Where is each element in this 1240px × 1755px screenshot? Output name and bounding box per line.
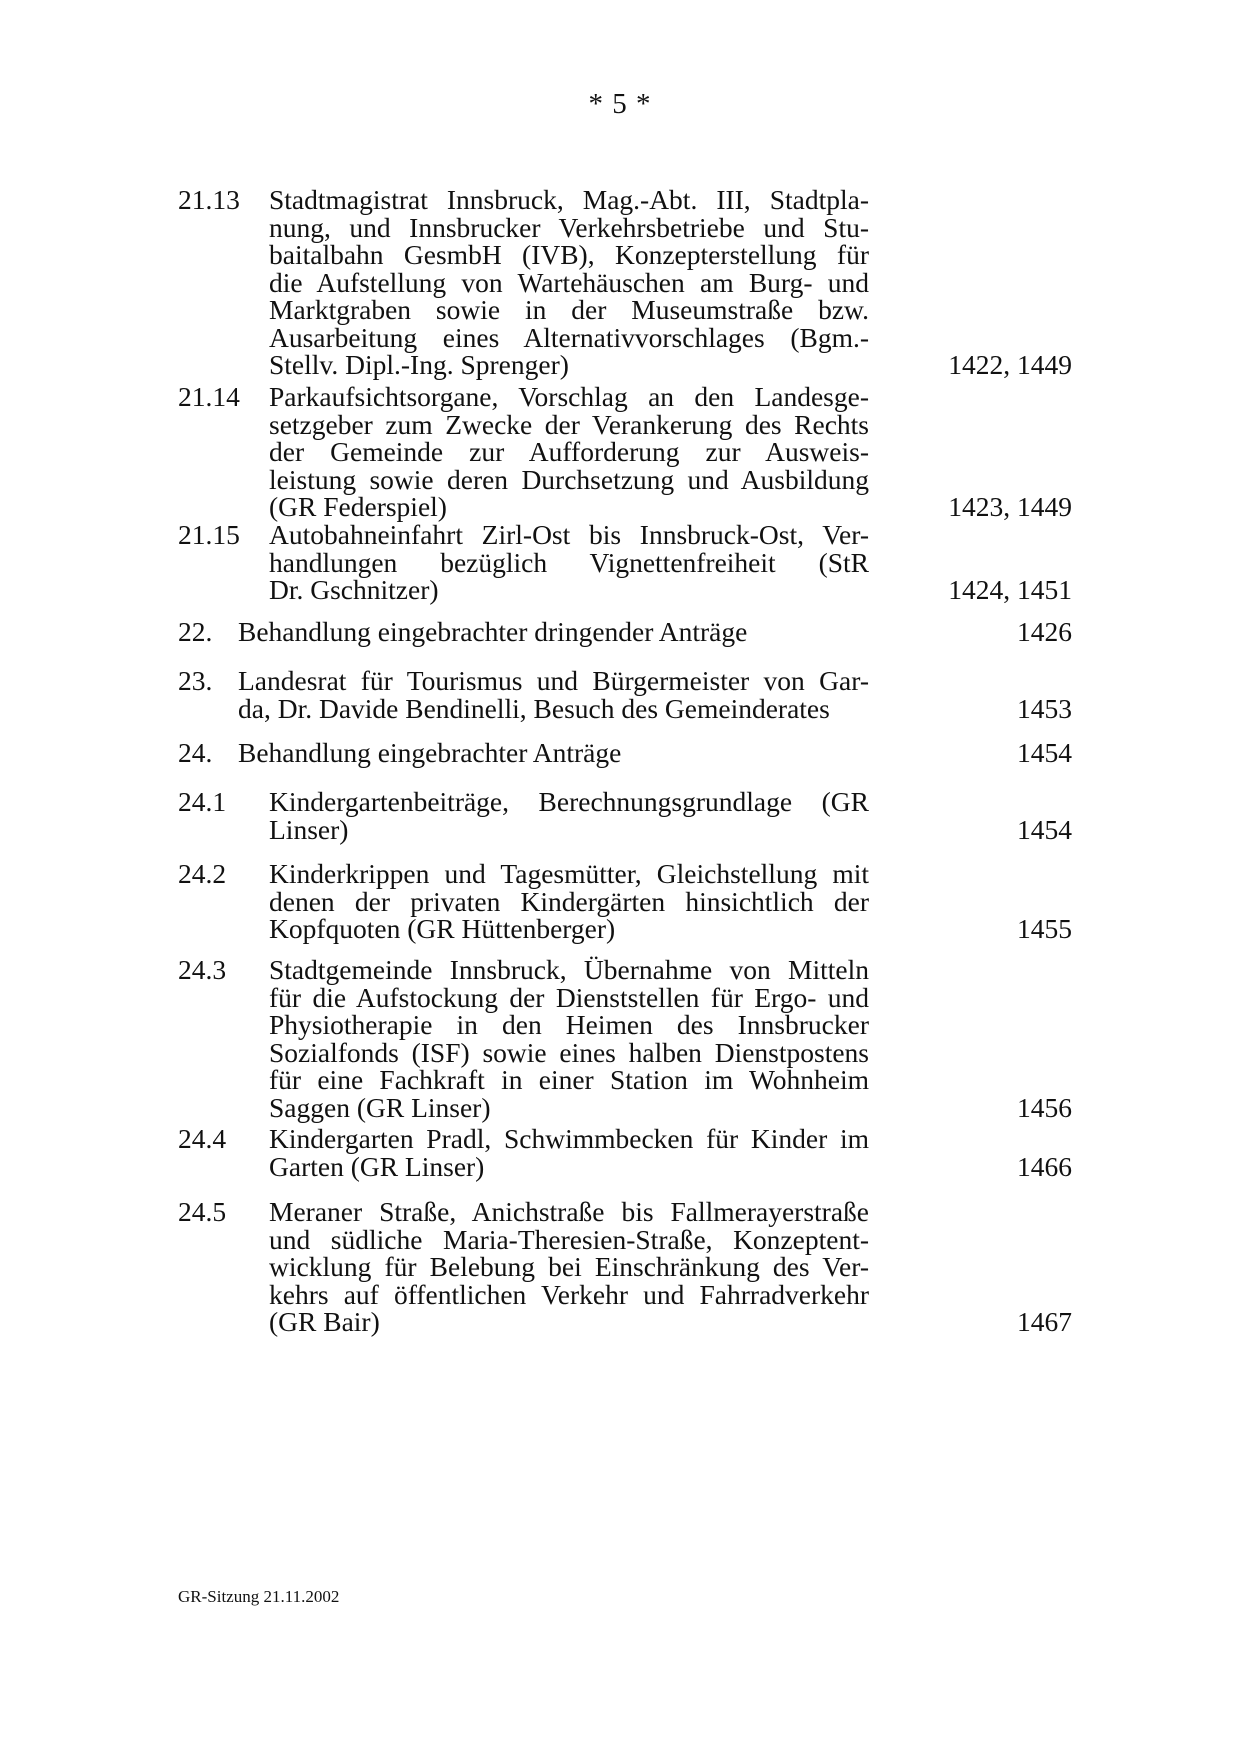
toc-entry-title-line: (GR Bair) bbox=[269, 1306, 380, 1337]
toc-entry-title-line: Physiotherapie in den Heimen des Innsbrucker bbox=[269, 1009, 869, 1040]
toc-entry bbox=[178, 1198, 1072, 1336]
toc-entry-title-line: Kindergartenbeiträge, Berechnungsgrundlage (GR bbox=[269, 786, 869, 817]
toc-entry-number: 24.4 bbox=[178, 1123, 227, 1154]
toc-entry-title-line: Behandlung eingebrachter Anträge bbox=[238, 737, 622, 768]
toc-entry-title-line: handlungen bezüglich Vignettenfreiheit (StR bbox=[269, 546, 869, 578]
toc-entry-pages: 1422, 1449 bbox=[948, 349, 1072, 380]
toc-entry-pages: 1466 bbox=[1017, 1150, 1072, 1182]
toc-entry-pages: 1423, 1449 bbox=[948, 491, 1072, 522]
toc-entry-pages: 1453 bbox=[1017, 692, 1072, 724]
toc-entry-number: 21.14 bbox=[178, 381, 240, 412]
toc-entry-title-line: Stadtgemeinde Innsbruck, Übernahme von Mitteln bbox=[269, 954, 869, 985]
toc-entry bbox=[178, 788, 1072, 843]
toc-entry-title-line: Landesrat für Tourismus und Bürgermeister von Gar- bbox=[238, 665, 869, 696]
toc-entry-title bbox=[269, 1125, 1069, 1180]
toc-entry-title-line: nung, und Innsbrucker Verkehrsbetriebe und Stu- bbox=[269, 211, 869, 243]
toc-entry-pages: 1426 bbox=[1017, 616, 1072, 647]
toc-entry-pages: 1455 bbox=[1017, 913, 1072, 944]
toc-entry-title-line: leistung sowie deren Durchsetzung und Ausbildung bbox=[269, 463, 869, 495]
footer-session-date: GR-Sitzung 21.11.2002 bbox=[178, 1587, 340, 1606]
toc-entry-number: 24.3 bbox=[178, 954, 227, 985]
toc-entry bbox=[178, 667, 1072, 722]
toc-entry-number: 22. bbox=[178, 616, 213, 647]
toc-entry-title-line: Dr. Gschnitzer) bbox=[269, 574, 439, 605]
toc-entry-title-line: Kinderkrippen und Tagesmütter, Gleichstellung mit bbox=[269, 858, 869, 889]
toc-entry-title-line: Sozialfonds (ISF) sowie eines halben Dienstpostens bbox=[269, 1036, 869, 1068]
toc-entry bbox=[178, 618, 1072, 646]
page-number: * 5 * bbox=[588, 88, 652, 120]
toc-entry-title-line: Marktgraben sowie in der Museumstraße bzw. bbox=[269, 294, 869, 325]
toc-entry-number: 24. bbox=[178, 737, 213, 768]
toc-entry-title-line: der Gemeinde zur Aufforderung zur Ausweis- bbox=[269, 436, 869, 467]
toc-entry-number: 24.5 bbox=[178, 1196, 227, 1227]
toc-entry-title-line: Autobahneinfahrt Zirl-Ost bis Innsbruck-Ost, Ver- bbox=[269, 519, 869, 550]
toc-entry-pages: 1454 bbox=[1017, 813, 1072, 845]
toc-entry-pages: 1456 bbox=[1017, 1091, 1072, 1123]
toc-entry-title-line: Garten (GR Linser) bbox=[269, 1150, 485, 1182]
toc-entry-title-line: da, Dr. Davide Bendinelli, Besuch des Gemeinderates bbox=[238, 692, 830, 724]
toc-entry bbox=[178, 860, 1072, 943]
toc-entry-title-line: Kopfquoten (GR Hüttenberger) bbox=[269, 913, 616, 944]
toc-entry bbox=[178, 521, 1072, 604]
toc-entry-title-line: Parkaufsichtsorgane, Vorschlag an den Landesge- bbox=[269, 381, 869, 412]
toc-entry-title-line: setzgeber zum Zwecke der Verankerung des Rechts bbox=[269, 408, 869, 440]
toc-entry-pages: 1467 bbox=[1017, 1306, 1072, 1337]
toc-entry-title-line: Ausarbeitung eines Alternativvorschlages (Bgm.- bbox=[269, 321, 869, 353]
toc-entry bbox=[178, 186, 1072, 379]
toc-entry-title bbox=[269, 860, 1069, 943]
toc-entry-title-line: denen der privaten Kindergärten hinsichtlich der bbox=[269, 885, 869, 917]
toc-entry-title bbox=[238, 667, 1038, 722]
toc-entry-title-line: für die Aufstockung der Dienststellen für Ergo- und bbox=[269, 981, 869, 1013]
toc-entry-title bbox=[238, 739, 1038, 767]
toc-entry-title-line: die Aufstellung von Wartehäuschen am Burg- und bbox=[269, 266, 869, 298]
toc-entry-title bbox=[269, 788, 1069, 843]
toc-entry-title-line: wicklung für Belebung bei Einschränkung des Ver- bbox=[269, 1251, 869, 1282]
toc-entry-number: 21.13 bbox=[178, 184, 240, 215]
toc-entry-pages: 1454 bbox=[1017, 737, 1072, 768]
toc-entry-title-line: Saggen (GR Linser) bbox=[269, 1091, 491, 1123]
toc-entry-title-line: Linser) bbox=[269, 813, 349, 845]
toc-entry-pages: 1424, 1451 bbox=[948, 574, 1072, 605]
toc-entry-title-line: für eine Fachkraft in einer Station im Wohnheim bbox=[269, 1064, 869, 1095]
toc-entry-number: 24.1 bbox=[178, 786, 227, 817]
toc-entry-title-line: Stellv. Dipl.-Ing. Sprenger) bbox=[269, 349, 569, 380]
toc-entry-number: 23. bbox=[178, 665, 213, 696]
toc-entry bbox=[178, 1125, 1072, 1180]
toc-entry-title bbox=[269, 956, 1069, 1121]
toc-entry-title-line: Stadtmagistrat Innsbruck, Mag.-Abt. III, Stadtpla- bbox=[269, 184, 869, 215]
toc-entry-number: 24.2 bbox=[178, 858, 227, 889]
toc-entry-title-line: Behandlung eingebrachter dringender Anträge bbox=[238, 616, 748, 647]
toc-entry bbox=[178, 383, 1072, 521]
toc-entry-title-line: kehrs auf öffentlichen Verkehr und Fahrradverkehr bbox=[269, 1278, 869, 1310]
toc-entry-title bbox=[238, 618, 1038, 646]
toc-entry-title bbox=[269, 1198, 1069, 1336]
toc-entry-title-line: und südliche Maria-Theresien-Straße, Konzeptent- bbox=[269, 1223, 869, 1255]
toc-entry bbox=[178, 739, 1072, 767]
toc-entry-title-line: (GR Federspiel) bbox=[269, 491, 447, 522]
toc-entry bbox=[178, 956, 1072, 1121]
toc-entry-title-line: Meraner Straße, Anichstraße bis Fallmerayerstraße bbox=[269, 1196, 869, 1227]
toc-entry-title-line: Kindergarten Pradl, Schwimmbecken für Kinder im bbox=[269, 1123, 869, 1154]
toc-entry-title-line: baitalbahn GesmbH (IVB), Konzepterstellung für bbox=[269, 239, 869, 270]
toc-entry-number: 21.15 bbox=[178, 519, 240, 550]
